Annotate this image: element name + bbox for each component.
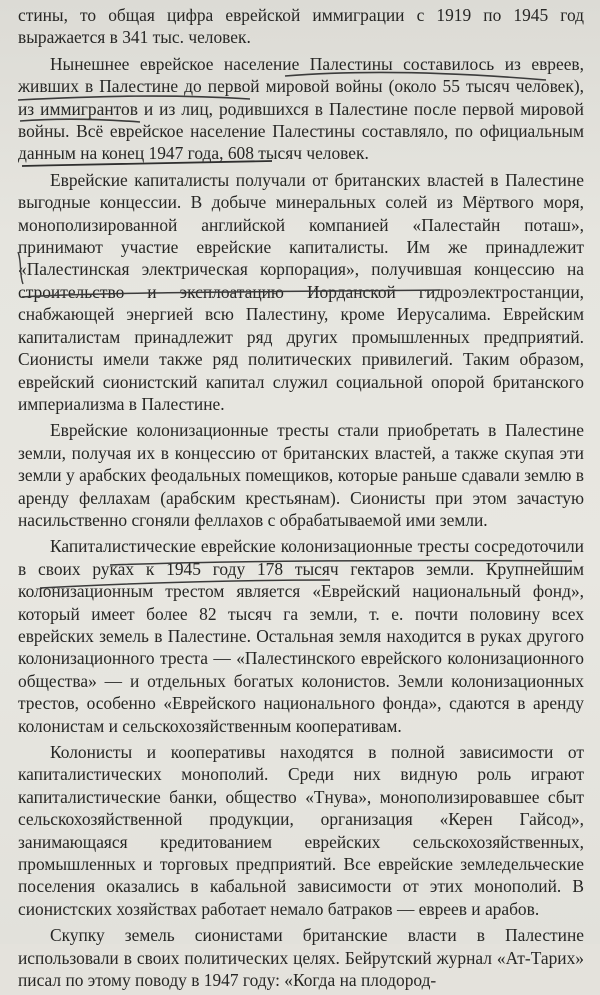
page-text [18,4,584,995]
paragraph-3: Еврейские капиталисты получали от британских властей в Палестине выгодные концессии. В добыче минеральных солей из Мёртвого моря, монополизированной английской компанией «Палестайн поташ», принимают участие еврейские капиталисты. Им же принадлежит «Палестинская электрическая корпорация», получившая концессию на строительство и эксплоатацию Иорданской гидроэлектростанции, снабжающей энергией всю Палестину, кроме Иерусалима. Еврейским капиталистам принадлежит ряд других промышленных предприятий. Сионисты имели также ряд политических привилегий. Таким образом, еврейский сионистский капитал служил социальной опорой британского империализма в Палестине. [18,169,584,414]
paragraph-7: Скупку земель сионистами британские власти в Палестине использовали в своих политических целях. Бейрутский журнал «Ат-Тарих» писал по этому поводу в 1947 году: «Когда на плодород- [18,925,584,991]
paragraph-1: стины, то общая цифра еврейской иммиграции с 1919 по 1945 год выражается в 341 тыс. человек. [18,5,584,48]
paragraph-4: Еврейские колонизационные тресты стали приобретать в Палестине земли, получая их в концессию от британских властей, а также скупая эти земли у арабских феодальных помещиков, которые раньше сдавали землю в аренду феллахам (арабским крестьянам). Сионисты при этом зачастую насильственно сгоняли феллахов с обрабатываемой ими земли. [18,420,584,530]
paragraph-2: Нынешнее еврейское население Палестины составилось из евреев, живших в Палестине до первой мировой войны (около 55 тысяч человек), из иммигрантов и из лиц, родившихся в Палестине после первой мировой войны. Всё еврейское население Палестины составляло, по официальным данным на конец 1947 года, 608 тысяч человек. [18,53,584,164]
paragraph-5: Капиталистические еврейские колонизационные тресты сосредоточили в своих руках к 1945 году 178 тысяч гектаров земли. Крупнейшим колонизационным трестом является «Еврейский национальный фонд», который имеет более 82 тысяч га земли, т. е. почти половину всех еврейских земель в Палестине. Остальная земля находится в руках другого колонизационного треста — «Палестинского еврейского колонизационного общества» — и отдельных богатых колонистов. Земли колонизационных трестов, особенно «Еврейского национального фонда», сдаются в аренду колонистам и сельскохозяйственным кооперативам. [18,536,584,736]
paragraph-6: Колонисты и кооперативы находятся в полной зависимости от капиталистических монополий. Среди них видную роль играют капиталистические банки, общество «Тнува», монополизировавшее сбыт сельскохозяйственной продукции, организация «Керен Гайсод», занимающаяся кредитованием еврейских сельскохозяйственных, промышленных и торговых предприятий. Все еврейские земледельческие поселения оказались в кабальной зависимости от этих монополий. В сионистских хозяйствах работает немало батраков — евреев и арабов. [18,742,584,919]
